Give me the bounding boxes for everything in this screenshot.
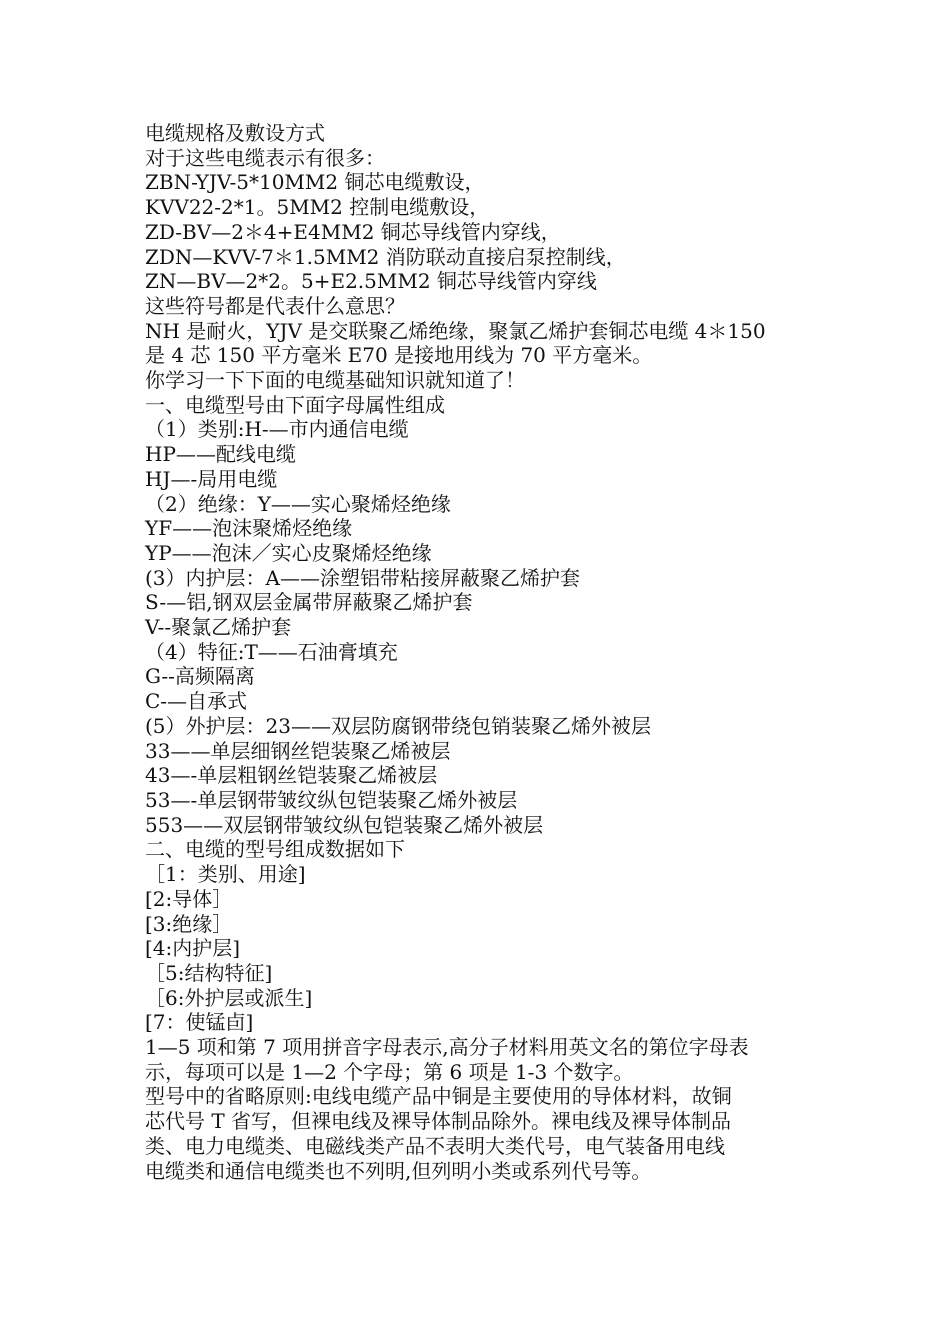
text-line: 33——单层细钢丝铠装聚乙烯被层	[145, 738, 451, 763]
text-line: NH 是耐火，YJV 是交联聚乙烯绝缘，聚氯乙烯护套铜芯电缆 4＊150	[145, 318, 766, 343]
text-line: 类、电力电缆类、电磁线类产品不表明大类代号，电气装备用电线	[145, 1133, 725, 1158]
text-line: 芯代号 T 省写，但裸电线及裸导体制品除外。裸电线及裸导体制品	[145, 1109, 732, 1134]
section-heading: 一、电缆型号由下面字母属性组成	[145, 392, 445, 417]
text-line: 示，每项可以是 1—2 个字母；第 6 项是 1-3 个数字。	[145, 1059, 634, 1084]
text-line: 电缆类和通信电缆类也不列明,但列明小类或系列代号等。	[145, 1158, 652, 1183]
text-line: ZN—BV—2*2。5+E2.5MM2 铜芯导线管内穿线	[145, 269, 597, 294]
text-line: （4）特征:T——石油膏填充	[145, 639, 398, 664]
text-line: [3:绝缘］	[145, 911, 233, 936]
text-line: [2:导体］	[145, 886, 233, 911]
text-line: ［5:结构特征]	[145, 960, 273, 985]
document-body	[145, 121, 835, 1183]
text-line: （1）类别:H-—市内通信电缆	[145, 417, 409, 442]
text-line: 是 4 芯 150 平方毫米 E70 是接地用线为 70 平方毫米。	[145, 343, 653, 368]
text-line: 53—-单层钢带皱纹纵包铠装聚乙烯外被层	[145, 787, 518, 812]
text-line: S-—铝,钢双层金属带屏蔽聚乙烯护套	[145, 590, 473, 615]
text-line: ［1：类别、用途]	[145, 862, 306, 887]
text-line: ［6:外护层或派生]	[145, 985, 313, 1010]
text-line: YF——泡沫聚烯烃绝缘	[145, 516, 353, 541]
text-line: 553——双层钢带皱纹纵包铠装聚乙烯外被层	[145, 812, 544, 837]
text-line: KVV22-2*1。5MM2 控制电缆敷设，	[145, 195, 490, 220]
text-line: G--高频隔离	[145, 664, 255, 689]
section-heading: 二、电缆的型号组成数据如下	[145, 837, 405, 862]
text-line: 你学习一下下面的电缆基础知识就知道了！	[145, 368, 525, 393]
text-line: ZD-BV—2＊4+E4MM2 铜芯导线管内穿线，	[145, 219, 561, 244]
text-line: HJ—-局用电缆	[145, 466, 278, 491]
text-line: [4:内护层]	[145, 936, 241, 961]
text-line: ZBN-YJV-5*10MM2 铜芯电缆敷设，	[145, 170, 485, 195]
text-line: (5）外护层：23——双层防腐钢带绕包销装聚乙烯外被层	[145, 713, 651, 738]
text-line: （2）绝缘：Y——实心聚烯烃绝缘	[145, 491, 451, 516]
text-line: C-—自承式	[145, 689, 248, 714]
text-line: 43—-单层粗钢丝铠装聚乙烯被层	[145, 763, 438, 788]
text-line: YP——泡沫／实心皮聚烯烃绝缘	[145, 540, 432, 565]
text-line: V--聚氯乙烯护套	[145, 615, 292, 640]
text-line: (3）内护层：A——涂塑铝带粘接屏蔽聚乙烯护套	[145, 565, 580, 590]
text-line: 这些符号都是代表什么意思？	[145, 293, 405, 318]
text-line: ZDN—KVV-7＊1.5MM2 消防联动直接启泵控制线，	[145, 244, 626, 269]
text-line: 对于这些电缆表示有很多：	[145, 145, 385, 170]
text-line: 1—5 项和第 7 项用拼音字母表示,高分子材料用英文名的第位字母表	[145, 1035, 749, 1060]
document-title: 电缆规格及敷设方式	[145, 121, 325, 145]
text-line: 型号中的省略原则:电线电缆产品中铜是主要使用的导体材料，故铜	[145, 1084, 732, 1109]
text-line: [7：使锰卣]	[145, 1010, 254, 1035]
text-line: HP——配线电缆	[145, 442, 296, 467]
